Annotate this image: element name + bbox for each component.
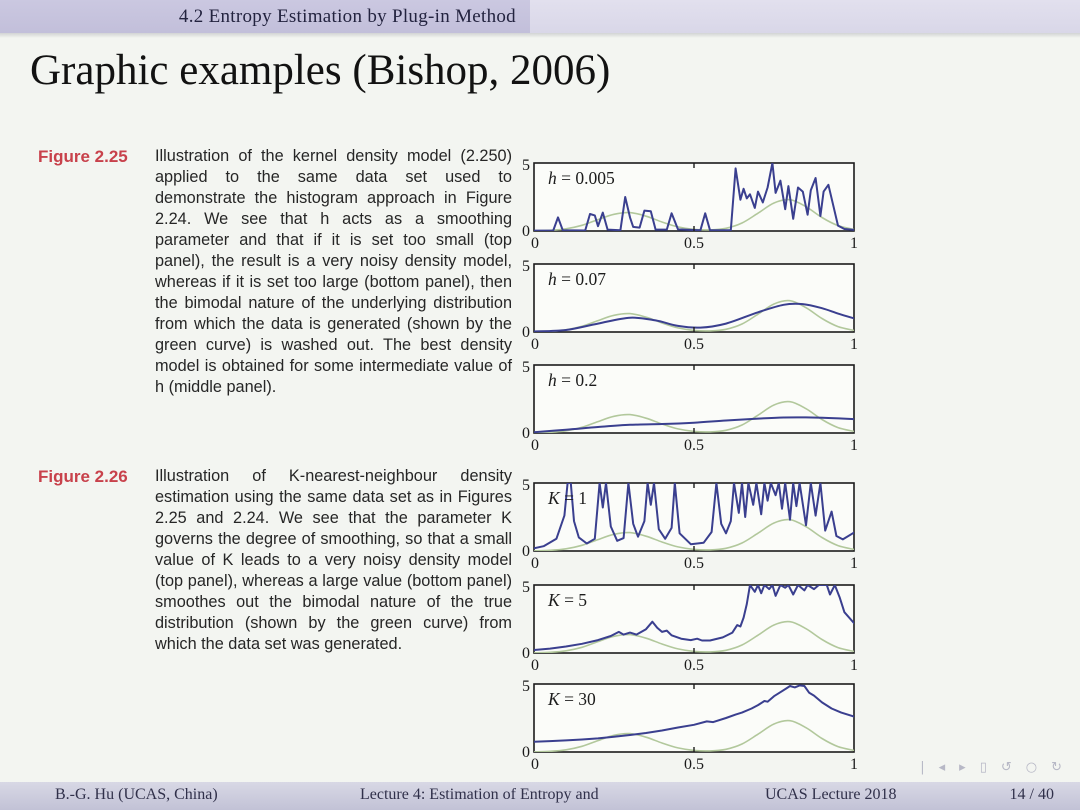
x-axis-tick-label: 0.5 [684, 555, 704, 571]
density-plot-k-small [518, 471, 886, 571]
figure-caption-block [38, 466, 512, 655]
density-plot-k-medium [518, 573, 886, 673]
footer-author: B.-G. Hu (UCAS, China) [55, 786, 218, 803]
y-axis-tick-label: 0 [522, 645, 530, 662]
x-axis-tick-label: 1 [850, 336, 858, 352]
y-axis-tick-label: 5 [522, 477, 530, 494]
headline-bar [0, 0, 1080, 33]
figure-label: Figure 2.26 [38, 467, 128, 486]
x-axis-tick-label: 0.5 [684, 756, 704, 772]
x-axis-tick-label: 0 [531, 235, 539, 251]
y-axis-tick-label: 0 [522, 744, 530, 761]
y-axis-tick-label: 0 [522, 425, 530, 442]
x-axis-tick-label: 1 [850, 437, 858, 453]
section-title: 4.2 Entropy Estimation by Plug-in Method [178, 5, 516, 27]
x-axis-tick-label: 0 [531, 336, 539, 352]
x-axis-tick-label: 0 [531, 555, 539, 571]
footer-bar [0, 782, 1080, 810]
x-axis-tick-label: 1 [850, 555, 858, 571]
section-header-box [0, 0, 530, 33]
plot-parameter-label: h = 0.005 [548, 168, 615, 188]
x-axis-tick-label: 0 [531, 657, 539, 673]
figure-caption-text: Illustration of the kernel density model (2.250) applied to the same data set used to demonstrate the histogram approach in Figure 2.24. We see that h acts as a smoothing parameter and that if it is set too small (top panel), the result is a very noisy density model, whereas if it is set too large (bottom panel), then the bimodal nature of the underlying distribution from which the data is generated (shown by the green curve) is washed out. The best density model is obtained for some intermediate value of h (middle panel). [155, 147, 512, 396]
plot-parameter-label: h = 0.07 [548, 269, 606, 289]
plot-parameter-label: K = 1 [548, 488, 588, 508]
nav-forward-icon[interactable]: ↻ [1051, 759, 1062, 775]
footer-page-number: 14 / 40 [1009, 786, 1054, 803]
y-axis-tick-label: 5 [522, 579, 530, 596]
figure-label: Figure 2.25 [38, 147, 128, 166]
plot-parameter-label: h = 0.2 [548, 370, 598, 390]
x-axis-tick-label: 0.5 [684, 657, 704, 673]
figure-caption-block [38, 146, 512, 398]
nav-slide-icon[interactable]: | [920, 759, 925, 775]
y-axis-tick-label: 5 [522, 157, 530, 174]
y-axis-tick-label: 0 [522, 223, 530, 240]
plot-parameter-label: K = 5 [548, 590, 588, 610]
nav-frame-icon[interactable]: ▯ [979, 759, 987, 775]
density-plot-h-small [518, 151, 886, 251]
figure-caption-text: Illustration of K-nearest-neighbour density estimation using the same data set as in Figures 2.25 and 2.24. We see that the parameter K governs the degree of smoothing, so that a small value of K leads to a very noisy density model (top panel), whereas a large value (bottom panel) smoothes out the bimodal nature of the true distribution (shown by the green curve) from which the data set was generated. [155, 467, 512, 653]
y-axis-tick-label: 5 [522, 258, 530, 275]
x-axis-tick-label: 1 [850, 657, 858, 673]
footer-venue: UCAS Lecture 2018 [765, 786, 897, 803]
beamer-navigation [920, 757, 1062, 777]
density-plot-h-medium [518, 252, 886, 352]
x-axis-tick-label: 0.5 [684, 336, 704, 352]
y-axis-tick-label: 0 [522, 543, 530, 560]
x-axis-tick-label: 0 [531, 437, 539, 453]
page-title: Graphic examples (Bishop, 2006) [30, 47, 611, 94]
nav-next-icon[interactable]: ▸ [959, 759, 966, 775]
x-axis-tick-label: 1 [850, 756, 858, 772]
density-plot-k-large [518, 672, 886, 772]
nav-prev-icon[interactable]: ◂ [938, 759, 946, 775]
x-axis-tick-label: 0 [531, 756, 539, 772]
plot-parameter-label: K = 30 [548, 689, 596, 709]
footer-lecture: Lecture 4: Estimation of Entropy and [360, 786, 599, 803]
y-axis-tick-label: 5 [522, 359, 530, 376]
nav-search-icon[interactable]: ○ [1025, 759, 1038, 775]
x-axis-tick-label: 0.5 [684, 437, 704, 453]
x-axis-tick-label: 0.5 [684, 235, 704, 251]
x-axis-tick-label: 1 [850, 235, 858, 251]
headline-bar-right [530, 0, 1080, 33]
y-axis-tick-label: 0 [522, 324, 530, 341]
nav-back-icon[interactable]: ↺ [1000, 759, 1012, 775]
density-plot-h-large [518, 353, 886, 453]
headline-shadow [0, 33, 1080, 38]
y-axis-tick-label: 5 [522, 678, 530, 695]
